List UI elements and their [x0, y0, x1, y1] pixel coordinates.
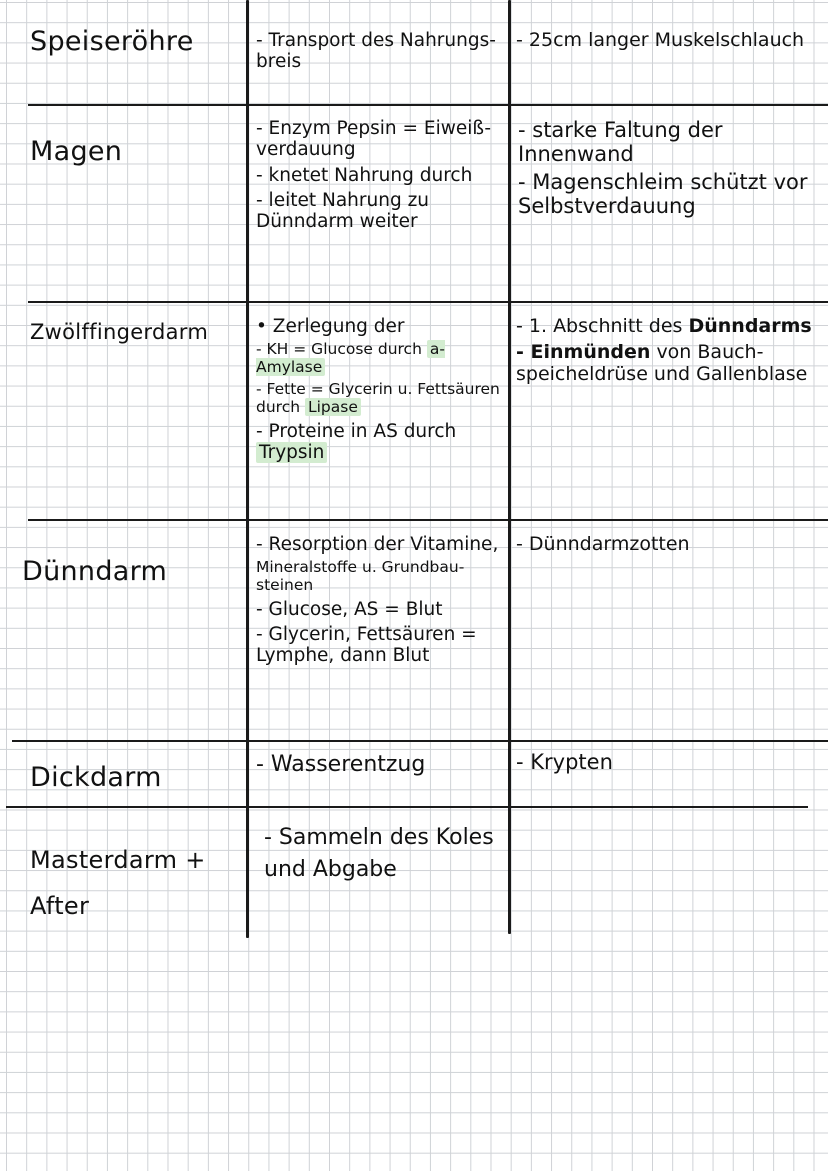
organ-label — [30, 320, 240, 344]
function-cell — [256, 752, 503, 781]
structure-item: - 25cm langer Muskelschlauch — [516, 29, 805, 51]
structure-item — [516, 342, 821, 386]
structure-text: - 1. Abschnitt des — [516, 315, 683, 337]
structure-text-bold: Dünndarms — [688, 315, 812, 337]
highlighted-enzyme: a- Amylase — [256, 340, 445, 377]
column-divider-2 — [508, 0, 511, 934]
structure-item: - Magenschleim schützt vor Selbstverdauung — [518, 170, 808, 219]
organ-name: Speiseröhre — [30, 26, 194, 57]
structure-cell — [518, 118, 818, 223]
structure-item — [516, 316, 821, 338]
structure-item: - Dünndarmzotten — [516, 533, 690, 555]
function-item — [256, 381, 503, 417]
organ-name: Dickdarm — [30, 762, 162, 793]
row-divider — [6, 806, 808, 808]
row-divider — [28, 301, 828, 303]
organ-label — [30, 762, 240, 793]
structure-cell — [516, 30, 826, 56]
function-item: • Zerlegung der — [256, 316, 405, 337]
structure-item: - Krypten — [516, 750, 613, 774]
structure-cell — [516, 534, 821, 560]
function-item: - Glucose, AS = Blut — [256, 598, 443, 620]
organ-name: Masterdarm + After — [30, 846, 206, 920]
function-item: - Transport des Nahrungs- breis — [256, 30, 496, 73]
function-item — [256, 341, 503, 377]
function-cell — [256, 534, 506, 671]
function-item — [256, 421, 503, 464]
organ-name: Magen — [30, 136, 123, 167]
structure-item: - starke Faltung der Innenwand — [518, 118, 723, 167]
function-cell — [256, 118, 503, 236]
function-text: - KH = Glucose durch — [256, 340, 422, 359]
function-item: - Resorption der Vitamine, — [256, 534, 499, 555]
organ-label — [30, 26, 240, 57]
organ-label — [30, 838, 210, 929]
organ-name: Zwölffingerdarm — [30, 320, 209, 344]
function-item: - leitet Nahrung zu Dünndarm weiter — [256, 189, 430, 233]
function-item: - Sammeln des Koles und Abgabe — [264, 825, 494, 882]
function-text: - Fette = Glycerin u. Fettsäuren durch — [256, 379, 500, 416]
row-divider — [12, 740, 828, 742]
function-item: Mineralstoffe u. Grundbau- steinen — [256, 558, 465, 595]
structure-text: von Bauch- speicheldrüse und Gallenblase — [516, 340, 808, 385]
organ-name: Dünndarm — [22, 556, 168, 587]
function-item: - Enzym Pepsin = Eiweiß- verdauung — [256, 118, 492, 161]
function-item: - Wasserentzug — [256, 752, 426, 777]
row-divider — [28, 519, 828, 521]
organ-label — [30, 136, 240, 167]
organ-label — [22, 556, 237, 587]
structure-cell — [516, 750, 821, 778]
highlighted-enzyme: Trypsin — [256, 442, 327, 463]
function-cell — [264, 822, 494, 890]
function-item: - knetet Nahrung durch — [256, 164, 473, 186]
function-cell — [256, 316, 503, 467]
function-item: - Glycerin, Fettsäuren = Lymphe, dann Blut — [256, 624, 477, 667]
column-divider-1 — [246, 0, 249, 938]
highlighted-enzyme: Lipase — [305, 398, 361, 416]
row-divider — [28, 104, 828, 106]
function-text: - Proteine in AS durch — [256, 420, 457, 442]
structure-text-bold: - Einmünden — [516, 340, 651, 363]
function-cell — [256, 30, 501, 77]
structure-cell — [516, 316, 821, 390]
